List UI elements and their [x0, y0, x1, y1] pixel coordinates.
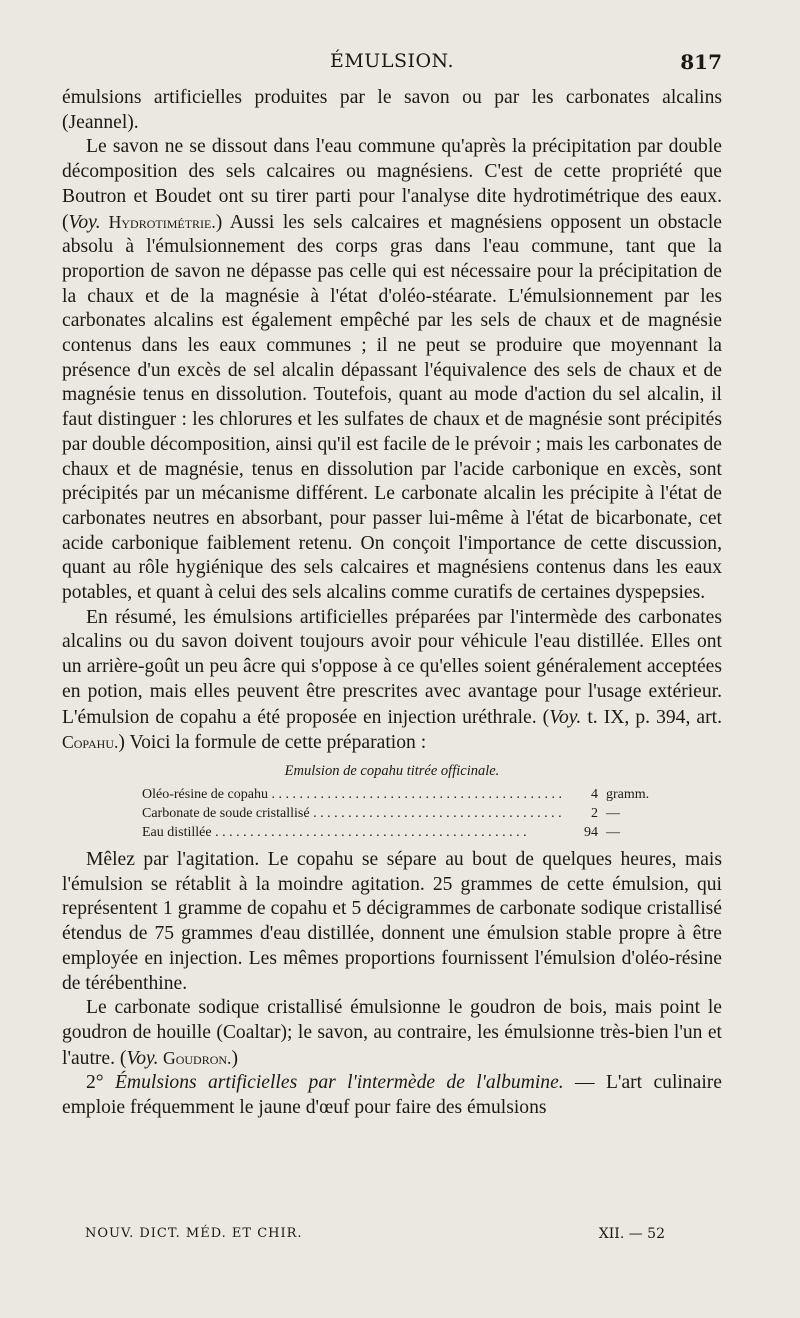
ingredient-unit: —	[606, 805, 620, 821]
footer-signature: NOUV. DICT. MÉD. ET CHIR.	[85, 1226, 303, 1241]
ingredient-quantity: 94	[584, 824, 598, 840]
paragraph-6-text: — L'art culinaire emploie fréquemment le jaune d'œuf pour faire des émulsions	[62, 1072, 722, 1119]
ingredient-unit: gramm.	[606, 786, 650, 802]
voy-reference: Voy.	[68, 211, 101, 233]
paragraph-3-text-b: ) Voici la formule de cette préparation :	[118, 732, 427, 754]
ingredient-name: Oléo-résine de copahu . . .	[142, 785, 564, 804]
formula-row	[142, 804, 662, 823]
paragraph-5-text-b: )	[231, 1047, 238, 1069]
paragraph-5-text-a: Le carbonate sodique cristallisé émulsionne le goudron de bois, mais point le goudron de houille (Coaltar); le savon, au contraire, les émulsionne très-bien l'un et l'autre. (	[62, 997, 722, 1069]
paragraph-2-text-b: ) Aussi les sels calcaires et magnésiens opposent un obstacle absolu à l'émulsionnement des corps gras dans l'eau commune, tant que la proportion de savon ne dépasse pas celle qui est nécessaire pour la précipitation de la chaux et de la magnésie à l'état d'oléo-stéarate. L'émulsionnement par les carbonates alcalins est également empêché par les sels de chaux et de magnésie contenus dans les eaux communes ; il ne peut se produire que moyennant la présence d'un excès de sel alcalin dépassant l'équivalence des sels de chaux et de magnésie tenus en dissolution. Toutefois, quant au mode d'action du sel alcalin, il faut distinguer : les chlorures et les sulfates de chaux et de magnésie sont précipités par double décomposition, ainsi qu'il est facile de le prévoir ; mais les carbonates de chaux et de magnésie, tenus en dissolution par l'acide carbonique en excès, sont précipités par un mécanisme différent. Le carbonate alcalin les précipite à l'état de carbonates neutres en absorbant, pour passer lui-même à l'état de bicarbonate, cet acide carbonique faiblement retenu. On conçoit l'importance de cette discussion, quant au rôle hygiénique des sels calcaires et magnésiens contenus dans les eaux potables, et quant à celui des sels alcalins comme curatifs de certaines dyspepsies.	[62, 211, 722, 604]
voy-reference: Voy.	[549, 706, 582, 728]
section-heading: Émulsions artificielles par l'intermède de l'albumine.	[114, 1072, 564, 1094]
paragraph-2-text-a: Le savon ne se dissout dans l'eau commune qu'après la précipitation par double décomposition des sels calcaires ou magnésiens. C'est de cette propriété que Boutron et Boudet ont su tirer parti pour l'analyse dite hydrotimétrique des eaux. (	[62, 136, 722, 233]
paragraph-3	[62, 606, 722, 756]
running-head	[62, 50, 722, 80]
page-number: 817	[680, 50, 722, 74]
paragraph-1: émulsions artificielles produites par le savon ou par les carbonates alcalins (Jeannel).	[62, 87, 722, 133]
formula-row	[142, 823, 662, 842]
running-title: ÉMULSION.	[329, 50, 454, 72]
page-footer	[85, 1226, 665, 1246]
ingredient-unit: —	[606, 824, 620, 840]
paragraph-2	[62, 135, 722, 605]
ingredient-quantity: 4	[591, 786, 598, 802]
ingredient-quantity: 2	[591, 805, 598, 821]
formula-row	[142, 785, 662, 804]
body-text	[62, 86, 722, 1121]
cross-reference-goudron: Goudron.	[158, 1047, 232, 1068]
formula-title: Emulsion de copahu titrée officinale.	[284, 762, 500, 779]
footer-sheet-number: XII. — 52	[598, 1226, 665, 1242]
cross-reference-hydrotimetrie: Hydrotimétrie.	[100, 211, 216, 232]
paragraph-3-text-a: En résumé, les émulsions artificielles préparées par l'intermède des carbonates alcalins ou du savon doivent toujours avoir pour véhicule l'eau distillée. Elles ont un arrière-goût un peu âcre qui s'oppose à ce qu'elles soient généralement acceptées en potion, mais elles peuvent être prescrites avec avantage pour l'usage extérieur. L'émulsion de copahu a été proposée en injection uréthrale. (	[62, 606, 722, 728]
paragraph-6	[62, 1071, 722, 1120]
paragraph-5	[62, 996, 722, 1071]
ingredient-name: Eau distillée . . .	[142, 823, 564, 842]
ingredient-name: Carbonate de soude cristallisé . . .	[142, 804, 564, 823]
cross-reference-copahu: Copahu.	[62, 732, 119, 753]
voy-reference: Voy.	[126, 1047, 159, 1069]
section-number: 2°	[86, 1072, 115, 1094]
paragraph-3-volume-ref: t. IX, p. 394, art.	[581, 706, 722, 728]
paragraph-4: Mêlez par l'agitation. Le copahu se sépare au bout de quelques heures, mais l'émulsion se rétablit à la moindre agitation. 25 grammes de cette émulsion, qui représentent 1 gramme de copahu et 5 décigrammes de carbonate sodique cristallisé étendus de 75 grammes d'eau distillée, donnent une émulsion stable propre à être employée en injection. Les mêmes proportions fournissent l'émulsion d'oléo-résine de térébenthine.	[62, 848, 722, 994]
formula-block	[62, 762, 722, 842]
